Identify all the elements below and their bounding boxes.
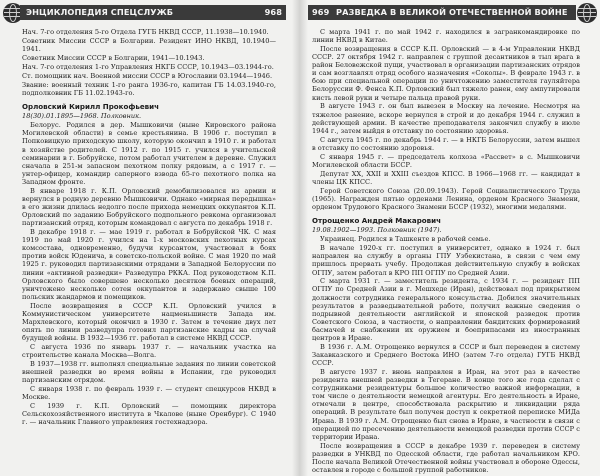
service-record-line: Звание: военный техник 1-го ранга 1936-го, капитан ГБ 14.03.1940-го, подполковник ГБ 11.02.1943-го.: [22, 80, 276, 97]
right-running-title: РАЗВЕДКА В ВЕЛИКОЙ ОТЕЧЕСТВЕННОЙ ВОЙНЕ: [336, 7, 568, 17]
entry-paragraph: С марта 1931 г. — заместитель резидента, с 1934 г. — резидент ПП ОГПУ по Средней Азии в г. Мешхеде (Иран), действовал под прикрытием должности сотрудника генерального консульства. Добился значительных результатов в разведывательной работе, получил важные сведения о подрывной деятельности английской и японской разведок против Советского Союза, в частности, о направлении бандитских формирований басмачей и снабжении их оружием и боеприпасами из иностранных центров в Иране.: [312, 277, 580, 343]
service-record-line: Нач. 7-го отделения 5-го Отдела ГУГБ НКВД СССР, 11.1938—10.1940.: [22, 28, 269, 36]
entry-paragraph: С января 1945 г. — председатель колхоза «Рассвет» в с. Мышковичи Могилевской области БССР.: [312, 152, 580, 169]
entry-paragraph: С августа 1936 по январь 1937 г. — начальник участка на строительстве канала Москва—Волга.: [22, 342, 276, 360]
entry-paragraph: С августа 1945 г. по декабрь 1944 г. — в НКГБ Белоруссии, затем вышел в отставку по состоянию здоровья.: [312, 135, 580, 152]
entry-paragraph: В августе 1943 г. он был вывезен в Москву на лечение. Несмотря на тяжелое ранение, вскоре вернулся в строй и до декабря 1944 г. служил в действующей армии. В качестве преподавателя закончил службу в июле 1944 г., затем выйдя в отставку по состоянию здоровья.: [312, 102, 580, 135]
globe-icon: [577, 3, 597, 23]
right-page: [300, 0, 600, 476]
entry-paragraph: В начале 1920-х гг. поступил в университет, однако в 1924 г. был направлен на службу в органы ГПУ Узбекистана, в связи с чем ему пришлось прервать учебу. Продолжая действительную службу в войсках ОГПУ, затем работал в КРО ПП ОГПУ по Средней Азии.: [312, 244, 580, 277]
entry-paragraph: В декабре 1918 г. — мае 1919 г. работал в Бобруйской ЧК. С мая 1919 по май 1920 г. учился на 1-х московских пехотных курсах комсостава, одновременно, будучи курсантом, участвовал в боях против войск Юденича, в советско-польской войне. С мая 1920 по май 1925 г. руководил партизанскими отрядами в Западной Белоруссии по линии «активной разведки» Разведупра РККА. Под руководством К.П. Орловского было совершено несколько десятков боевых операций, уничтожено несколько сотен оккупантов и задержано свыше 100 польских жандармов и помещиков.: [22, 228, 276, 301]
entry-paragraph: В августе 1937 г. вновь направлен в Иран, на этот раз в качестве резидента внешней разведки в Тегеране. В конце того же года сделал с сотрудниками резидентуры большое количество важной информации, в том числе о деятельности немецкой агентуры. Его деятельность в Иране, отмечали в центре, способствовала раскрытию и ликвидации ряда операций. В результате был получен доступ к секретной переписке МИДа Ирана. В 1939 г. А.М. Отрощенко был снова в Иране, в частности в связи с операцией по пресечению деятельности немецкой разведки против СССР с территории Ирана.: [312, 368, 580, 441]
entry-dates: 19.08.1902—1993. Полковник (1947).: [312, 226, 442, 235]
right-page-number: 969: [312, 7, 330, 17]
entry-heading-orlovsky: Орловский Кирилл Прокофьевич: [22, 101, 160, 111]
entry-paragraph: В 1937—1938 гг. выполнял специальные задания по линии советской внешней разведки во время войны в Испании, где руководил партизанским отрядом.: [22, 359, 276, 385]
entry-paragraph: Украинец. Родился в Ташкенте в рабочей семье.: [320, 235, 491, 244]
entry-paragraph: С марта 1941 г. по май 1942 г. находился в загранкомандировке по линии НКВД в Китае.: [312, 28, 580, 45]
entry-dates: 18(30).01.1895—1968. Полковник.: [22, 112, 142, 121]
entry-paragraph: Герой Советского Союза (20.09.1943). Герой Социалистического Труда (1965). Награжден пятью орденами Ленина, орденом Красного Знамени, орденом Трудового Красного Знамени БССР (1932), многими медалями.: [312, 186, 580, 211]
left-running-header: [20, 5, 286, 20]
entry-paragraph: После возвращения в СССР К.П. Орловский — в 4-м Управлении НКВД СССР. 27 октября 1942 г. направлен с группой десантников в тыл врага в район Беловежской пущи, участвовал в организации партизанских отрядов и сам возглавлял отряд особого назначения «Соколы». В феврале 1943 г. в бою при специальной операции по уничтожению заместителя гауляйтера Белоруссии Ф. Фенса К.П. Орловский был тяжело ранен, ему ампутировали кисть левой руки и четыре пальца правой руки.: [312, 44, 580, 102]
entry-paragraph: Депутат ХХ, ХХII и ХХIII съездов КПСС. В 1966—1968 гг. — кандидат в члены ЦК КПСС.: [312, 169, 580, 186]
entry-paragraph: В январе 1918 г. К.П. Орловский демобилизовался из армии и вернулся в родную деревню Мышковичи. Однако «мирная передышка» в его жизни длилась недолго после прихода немецких оккупантов К.П. Орловский по заданию Бобруйского подпольного ревкома организовал партизанский отряд, которым командовал с августа по декабрь 1918 г.: [22, 186, 276, 228]
left-running-title: ЭНЦИКЛОПЕДИЯ СПЕЦСЛУЖБ: [26, 7, 174, 17]
service-record-line: Советник Миссии СССР в Болгарии, 1941—10.1943.: [22, 53, 205, 62]
entry-paragraph: С января 1938 г. по февраль 1939 г. — студент спецкурсов НКВД в Москве.: [22, 385, 276, 402]
entry-paragraph: После возвращения в СССР в декабре 1939 г. переведен в систему разведки в УНКВД по Одесской области, где работал начальником КРО. После начала Великой Отечественной войны участвовал в обороне Одессы, оставлен в городе с большой группой работников.: [312, 441, 580, 474]
entry-heading-otroshchenko: Отрощенко Андрей Макарович: [312, 215, 441, 225]
service-record-line: Советник Миссии СССР в Болгарии. Резидент ИНО НКВД, 10.1940—1941.: [22, 36, 276, 53]
entry-paragraph: С 1939 г. К.П. Орловский — помощник директора Сельскохозяйственного института в Чкалове (ныне Оренбург). С 1940 г. — начальник Главного управления гостехнадзора.: [22, 401, 276, 427]
entry-paragraph: После возвращения в СССР К.П. Орловский учился в Коммунистическом университете нацменьшинств Запада им. Мархлевского, который окончил в 1930 г. Затем в течение двух лет опять по линии разведупра готовил партизанские кадры на случай будущей войны. В 1932—1936 гг. работал в системе НКВД СССР.: [22, 301, 276, 343]
entry-paragraph: В 1936 г. А.М. Отрощенко вернулся в СССР и был переведен в систему Закавказского и Среднего Востока ИНО (затем 7-го отдела) ГУГБ НКВД СССР.: [312, 342, 580, 368]
entry-paragraph: Белорус. Родился в дер. Мышковичи (ныне Кировского района Могилевской области) в семье крестьянина. В 1906 г. поступил в Попковицкую приходскую школу, которую окончил в 1910 г. и работал в хозяйстве родителей. С 1912 г. по 1915 г. учился в учительской семинарии в г. Бобруйске, потом работал учителем в деревне. Служил сначала в 251-м запасном пехотном полку рядовым, а с 1917 г. — унтер-офицер, командир саперного взвода 65-го пехотного полка на Западном фронте.: [22, 121, 276, 186]
right-running-header: [308, 5, 576, 20]
service-record-line: Ст. помощник нач. Военной миссии СССР в Югославии 03.1944—1946.: [22, 71, 273, 80]
service-record-line: Нач. 7-го отделения 1-го Управления НКГБ СССР, 10.1943—03.1944-го.: [22, 62, 274, 71]
right-text-column: [312, 28, 580, 475]
left-page-number: 968: [264, 7, 282, 17]
left-text-column: [22, 28, 276, 427]
